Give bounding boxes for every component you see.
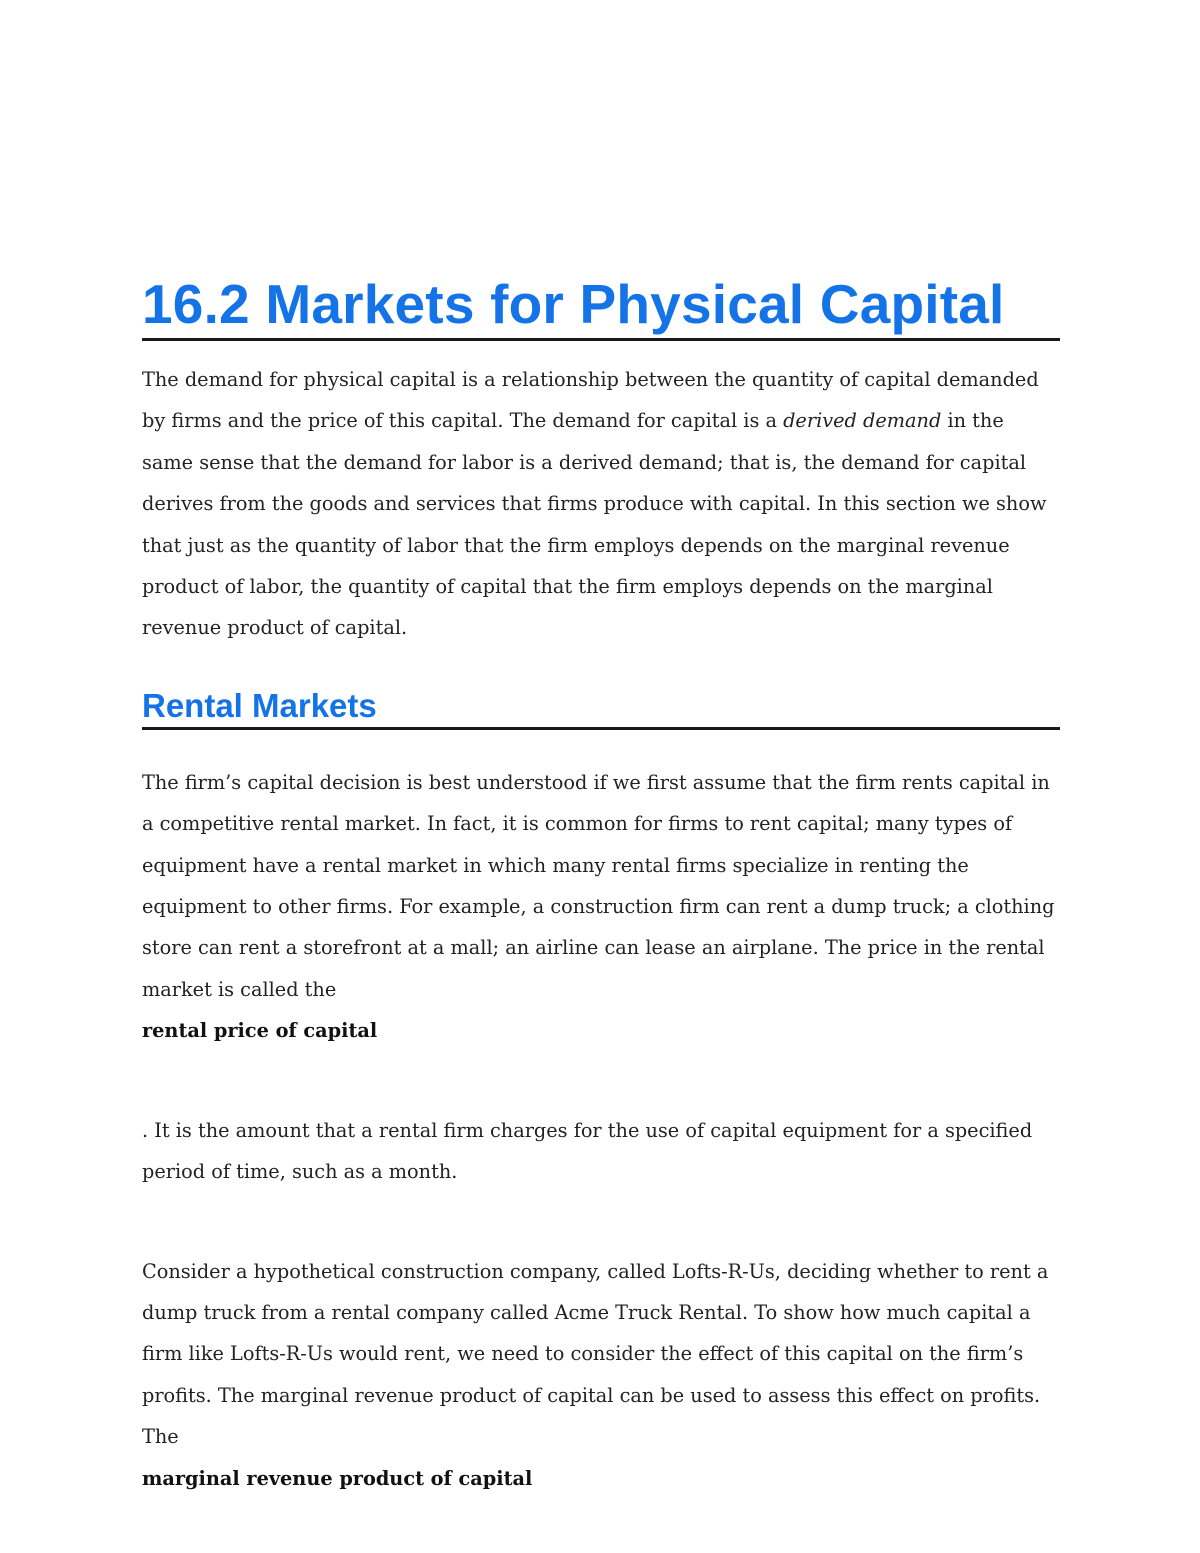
page-title: 16.2 Markets for Physical Capital — [142, 270, 1060, 341]
term-marginal-revenue-product-of-capital: marginal revenue product of capital — [142, 1466, 533, 1490]
derived-demand-term: derived demand — [783, 409, 942, 433]
rental-paragraph-2: . It is the amount that a rental firm charges for the use of capital equipment for a specified period of time, such as a month. — [142, 1118, 1033, 1184]
term-rental-price-of-capital: rental price of capital — [142, 1019, 378, 1043]
rental-paragraph-1: The firm’s capital decision is best understood if we first assume that the firm rents capital in a competitive rental market. In fact, it is common for firms to rent capital; many types of equipment have a rental market in which many rental firms specialize in renting the equipment to other firms. For example, a construction firm can rent a dump truck; a clothing store can rent a storefront at a mall; an airline can lease an airplane. The price in the rental market is called the — [142, 770, 1055, 1001]
intro-text-end: in the same sense that the demand for labor is a derived demand; that is, the demand for capital derives from the goods and services that firms produce with capital. In this section we show that just as the quantity of labor that the firm employs depends on the marginal revenue product of labor, the quantity of capital that the firm employs depends on the marginal revenue product of capital. — [142, 409, 1047, 640]
section-heading-rental-markets: Rental Markets — [142, 685, 1060, 730]
intro-paragraph — [142, 359, 1060, 649]
document-page — [142, 270, 1060, 1499]
rental-paragraph-3: Consider a hypothetical construction company, called Lofts-R-Us, deciding whether to rent a dump truck from a rental company called Acme Truck Rental. To show how much capital a firm like Lofts-R-Us would rent, we need to consider the effect of this capital on the firm’s profits. The marginal revenue product of capital can be used to assess this effect on profits. The — [142, 1259, 1049, 1449]
intro-text-start: The demand for physical capital is a relationship between the quantity of capital demanded by firms and the price of this capital. The demand for capital is a — [142, 368, 1039, 433]
